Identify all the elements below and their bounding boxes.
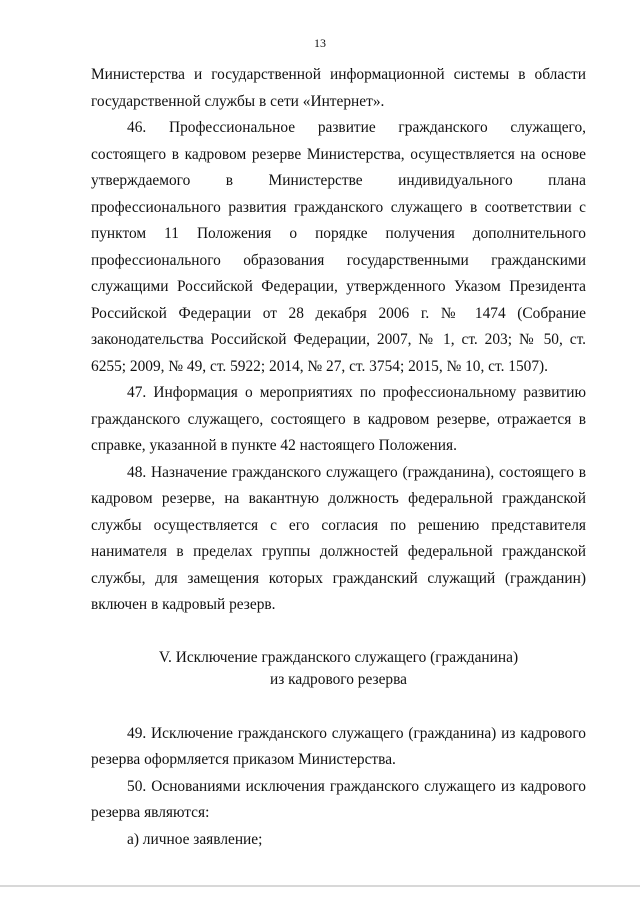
paragraph-48: 48. Назначение гражданского служащего (гражданина), состоящего в кадровом резерве, на вакантную должность федеральной гражданской службы осуществляется с его согласия по решению представителя нанимателя в пределах группы должностей федеральной гражданской службы, для замещения которых гражданский служащий (гражданин) включен в кадровый резерв. (91, 463, 586, 613)
paragraph-49: 49. Исключение гражданского служащего (гражданина) из кадрового резерва оформляется приказом Министерства. (91, 724, 586, 768)
section-heading-line-1: V. Исключение гражданского служащего (гражданина) (158, 648, 519, 666)
page-bottom-edge (0, 885, 640, 887)
paragraph-50: 50. Основаниями исключения гражданского служащего из кадрового резерва являются: (91, 777, 586, 821)
document-body (91, 62, 586, 853)
paragraph-46: 46. Профессиональное развитие гражданского служащего, состоящего в кадровом резерве Министерства, осуществляется на основе утверждаемого в Министерстве индивидуального плана профессионального развития гражданского служащего в соответствии с пунктом 11 Положения о порядке получения дополнительного профессионального образования государственными гражданскими служащими Российской Федерации, утвержденного Указом Президента Российской Федерации от 28 декабря 2006 г. № 1474 (Собрание законодательства Российской Федерации, 2007, № 1, ст. 203; № 50, ст. 6255; 2009, № 49, ст. 5922; 2014, № 27, ст. 3754; 2015, № 10, ст. 1507). (91, 119, 586, 375)
section-heading-line-2: из кадрового резерва (269, 670, 407, 688)
page-number: 13 (314, 36, 326, 50)
paragraph-continuation: Министерства и государственной информационной системы в области государственной службы в сети «Интернет». (91, 66, 586, 110)
section-heading (91, 647, 586, 691)
section-body (91, 721, 586, 854)
paragraph-47: 47. Информация о мероприятиях по профессиональному развитию гражданского служащего, состоящего в кадровом резерве, отражается в справке, указанной в пункте 42 настоящего Положения. (91, 384, 586, 454)
list-item-a: а) личное заявление; (127, 830, 263, 848)
